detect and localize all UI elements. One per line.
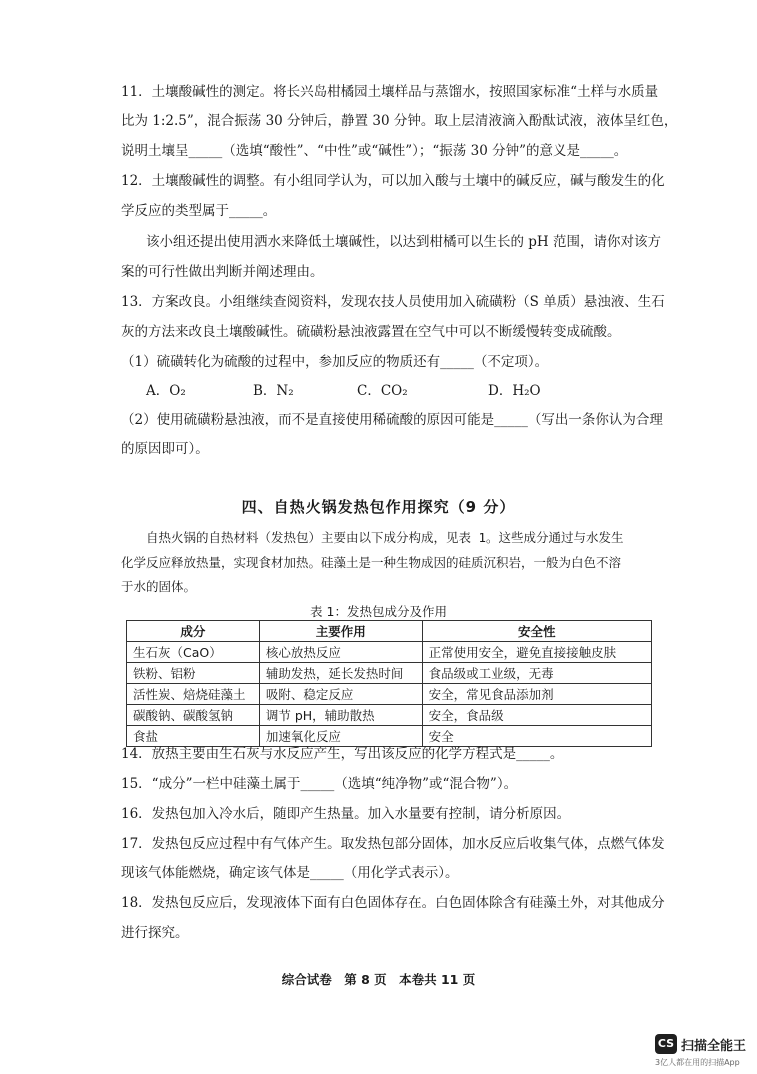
- q13-sub2-line-2: 的原因即可）。: [121, 441, 209, 457]
- header-function: 主要作用: [259, 621, 422, 642]
- table-row: [127, 663, 652, 684]
- q11-line-3: 说明土壤呈_____（选填“酸性”、“中性”或“碱性”）；“振荡 30 分钟”的意义是_____。: [121, 143, 628, 159]
- table-cell: 安全，食品级: [422, 705, 651, 726]
- q11-line-1: 11．土壤酸碱性的测定。将长兴岛柑橘园土壤样品与蒸馏水，按照国家标准“土样与水质量: [121, 84, 659, 100]
- table-row: [127, 642, 652, 663]
- intro-line-2: 化学反应释放热量，实现食材加热。硅藻土是一种生物成因的硅质沉积岩，一般为白色不溶: [121, 555, 622, 570]
- ingredients-table: [126, 620, 652, 747]
- table-header-row: [127, 621, 652, 642]
- page-footer: 综合试卷 第 8 页 本卷共 11 页: [281, 972, 476, 987]
- q13-sub2-line-1: （2）使用硫磺粉悬浊液，而不是直接使用稀硫酸的原因可能是_____（写出一条你认为合理: [121, 412, 663, 428]
- q17-line-1: 17．发热包反应过程中有气体产生。取发热包部分固体，加水反应后收集气体，点燃气体发: [121, 836, 665, 852]
- q18-line-2: 进行探究。: [121, 925, 189, 941]
- table-cell: 生石灰（CaO）: [127, 642, 260, 663]
- header-ingredient: 成分: [127, 621, 260, 642]
- table-cell: 铁粉、铝粉: [127, 663, 260, 684]
- option-c: C．CO₂: [357, 383, 408, 399]
- table-cell: 活性炭、焙烧硅藻土: [127, 684, 260, 705]
- table-cell: 食品级或工业级，无毒: [422, 663, 651, 684]
- table-caption: 表 1：发热包成分及作用: [310, 604, 447, 619]
- q13-line-1: 13．方案改良。小组继续查阅资料，发现农技人员使用加入硫磺粉（S 单质）悬浊液、生石: [121, 294, 665, 310]
- table-cell: 核心放热反应: [259, 642, 422, 663]
- table-row: [127, 705, 652, 726]
- camscanner-tagline: 3亿人都在用的扫描App: [655, 1058, 740, 1067]
- table-cell: 碳酸钠、碳酸氢钠: [127, 705, 260, 726]
- option-d: D．H₂O: [488, 383, 541, 399]
- camscanner-name: 扫描全能王: [681, 1039, 747, 1054]
- q13-line-2: 灰的方法来改良土壤酸碱性。硫磺粉悬浊液露置在空气中可以不断缓慢转变成硫酸。: [121, 324, 621, 340]
- q13-sub1: （1）硫磺转化为硫酸的过程中，参加反应的物质还有_____（不定项）。: [121, 354, 549, 370]
- option-a: A．O₂: [146, 383, 186, 399]
- q15: 15．“成分”一栏中硅藻土属于_____（选填“纯净物”或“混合物”）。: [121, 776, 518, 792]
- q16: 16．发热包加入冷水后，随即产生热量。加入水量要有控制，请分析原因。: [121, 806, 571, 822]
- option-b: B．N₂: [253, 383, 294, 399]
- table-cell: 调节 pH，辅助散热: [259, 705, 422, 726]
- q12-line-2: 学反应的类型属于_____。: [121, 203, 277, 219]
- q17-line-2: 现该气体能燃烧，确定该气体是_____（用化学式表示）。: [121, 865, 459, 881]
- q12-extra-line-2: 案的可行性做出判断并阐述理由。: [121, 264, 324, 280]
- q12-extra-line-1: 该小组还提出使用洒水来降低土壤碱性，以达到柑橘可以生长的 pH 范围，请你对该方: [146, 234, 661, 250]
- table-cell: 食盐: [127, 726, 260, 747]
- intro-line-3: 于水的固体。: [121, 579, 197, 594]
- intro-line-1: 自热火锅的自热材料（发热包）主要由以下成分构成，见表 1。这些成分通过与水发生: [146, 530, 624, 545]
- table-cell: 加速氧化反应: [259, 726, 422, 747]
- table-row: [127, 684, 652, 705]
- camscanner-logo: CS: [655, 1034, 677, 1054]
- q11-line-2: 比为 1:2.5”，混合振荡 30 分钟后，静置 30 分钟。取上层清液滴入酚酞试液，液体呈红色，: [121, 113, 678, 129]
- table-cell: 安全，常见食品添加剂: [422, 684, 651, 705]
- q14: 14．放热主要由生石灰与水反应产生，写出该反应的化学方程式是_____。: [121, 746, 564, 762]
- table-cell: 吸附、稳定反应: [259, 684, 422, 705]
- q12-line-1: 12．土壤酸碱性的调整。有小组同学认为，可以加入酸与土壤中的碱反应，碱与酸发生的化: [121, 173, 665, 189]
- header-safety: 安全性: [422, 621, 651, 642]
- table-cell: 辅助发热，延长发热时间: [259, 663, 422, 684]
- q18-line-1: 18．发热包反应后，发现液体下面有白色固体存在。白色固体除含有硅藻土外，对其他成分: [121, 895, 665, 911]
- table-cell: 安全: [422, 726, 651, 747]
- section-title: 四、自热火锅发热包作用探究（9 分）: [241, 498, 516, 516]
- table-cell: 正常使用安全，避免直接接触皮肤: [422, 642, 651, 663]
